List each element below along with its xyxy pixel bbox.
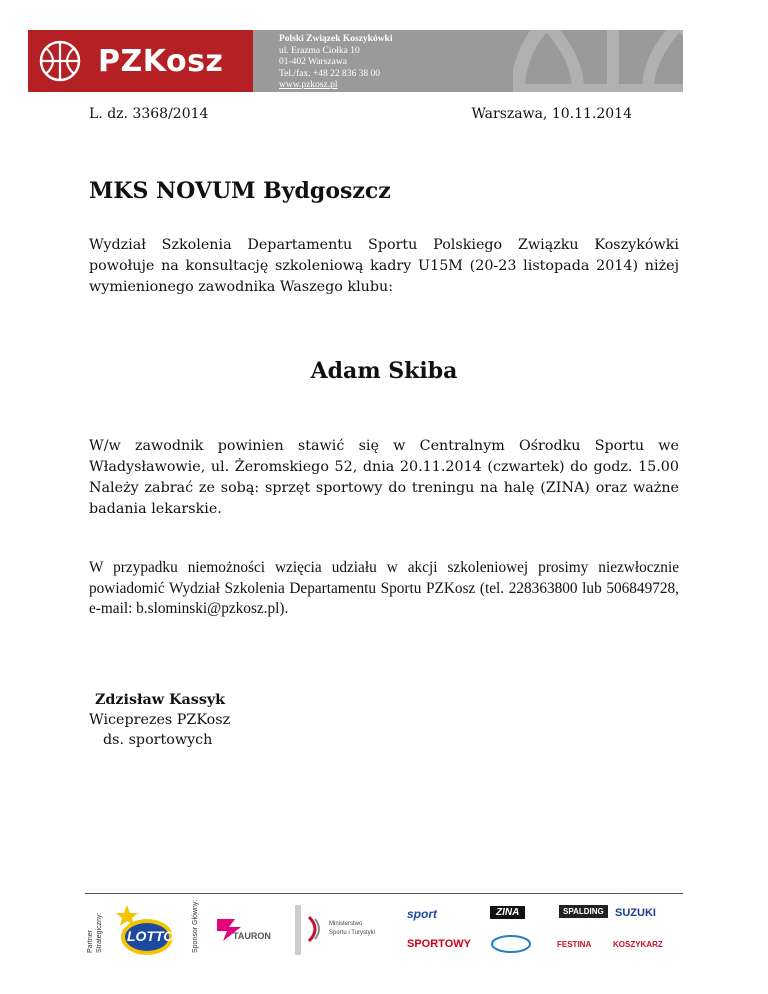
letterhead xyxy=(28,30,683,92)
primavera-logo-icon xyxy=(490,933,532,955)
org-phone: Tel./fax. +48 22 836 38 00 xyxy=(279,68,380,79)
footer-divider xyxy=(85,893,683,894)
basketball-icon xyxy=(38,39,82,83)
sponsor-label: Sponsor Główny: xyxy=(192,899,199,953)
player-name: Adam Skiba xyxy=(310,358,458,384)
ministry-line-1: Ministerstwo xyxy=(329,921,363,927)
address-block xyxy=(253,30,683,92)
partner-label-1: Partner xyxy=(87,930,94,953)
signatory-department: ds. sportowych xyxy=(103,732,213,748)
org-city: 01-402 Warszawa xyxy=(279,57,347,67)
signatory-title: Wiceprezes PZKosz xyxy=(89,712,231,728)
zina-logo: ZINA xyxy=(490,906,525,919)
suzuki-logo: SUZUKI xyxy=(615,907,656,919)
ministry-emblem-icon xyxy=(305,915,325,943)
reference-number: L. dz. 3368/2014 xyxy=(89,106,209,122)
ministry-flag xyxy=(295,905,301,955)
pzkosz-logo xyxy=(28,30,253,92)
festina-logo: FESTINA xyxy=(557,940,592,949)
ministry-line-2: Sportu i Turystyki xyxy=(329,930,376,936)
paragraph-call-up: Wydział Szkolenia Departamentu Sportu Polskiego Związku Koszykówki powołuje na konsultację szkoleniową kadry U15M (20-23 listopada 2014) niżej wymienionego zawodnika Waszego klubu: xyxy=(89,237,679,295)
place-date: Warszawa, 10.11.2014 xyxy=(471,106,632,122)
org-street: ul. Erazma Ciołka 10 xyxy=(279,45,360,56)
lotto-logo: LOTTO xyxy=(127,928,175,944)
sponsor-footer xyxy=(85,895,683,965)
signature-block xyxy=(89,690,230,750)
partner-label-2: Strategiczny: xyxy=(96,912,103,953)
koszykarz-logo: KOSZYKARZ xyxy=(613,940,663,949)
sportowy-logo: SPORTOWY xyxy=(407,938,471,950)
spalding-logo: SPALDING xyxy=(559,905,608,918)
paragraph-contact: W przypadku niemożności wzięcia udziału w akcji szkoleniowej prosimy niezwłocznie powiadomić Wydział Szkolenia Departamentu Sportu PZKosz (tel. 228363800 lub 506849728, e-mail: b.slominski@pzkosz.pl). xyxy=(89,559,679,617)
recipient-club: MKS NOVUM Bydgoszcz xyxy=(89,178,391,204)
tauron-logo: TAURON xyxy=(233,931,271,941)
basketball-watermark-icon xyxy=(513,30,683,92)
org-website-link[interactable]: www.pzkosz.pl xyxy=(279,80,338,90)
org-name: Polski Związek Koszykówki xyxy=(279,34,393,44)
sport-logo: sport xyxy=(407,907,437,921)
signatory-name: Zdzisław Kassyk xyxy=(95,692,226,708)
logo-text: PZKosz xyxy=(98,43,224,79)
paragraph-instructions: W/w zawodnik powinien stawić się w Centralnym Ośrodku Sportu we Władysławowie, ul. Żeromskiego 52, dnia 20.11.2014 (czwartek) do godz. 15.00 Należy zabrać ze sobą: sprzęt sportowy do treningu na halę (ZINA) oraz ważne badania lekarskie. xyxy=(89,438,679,517)
